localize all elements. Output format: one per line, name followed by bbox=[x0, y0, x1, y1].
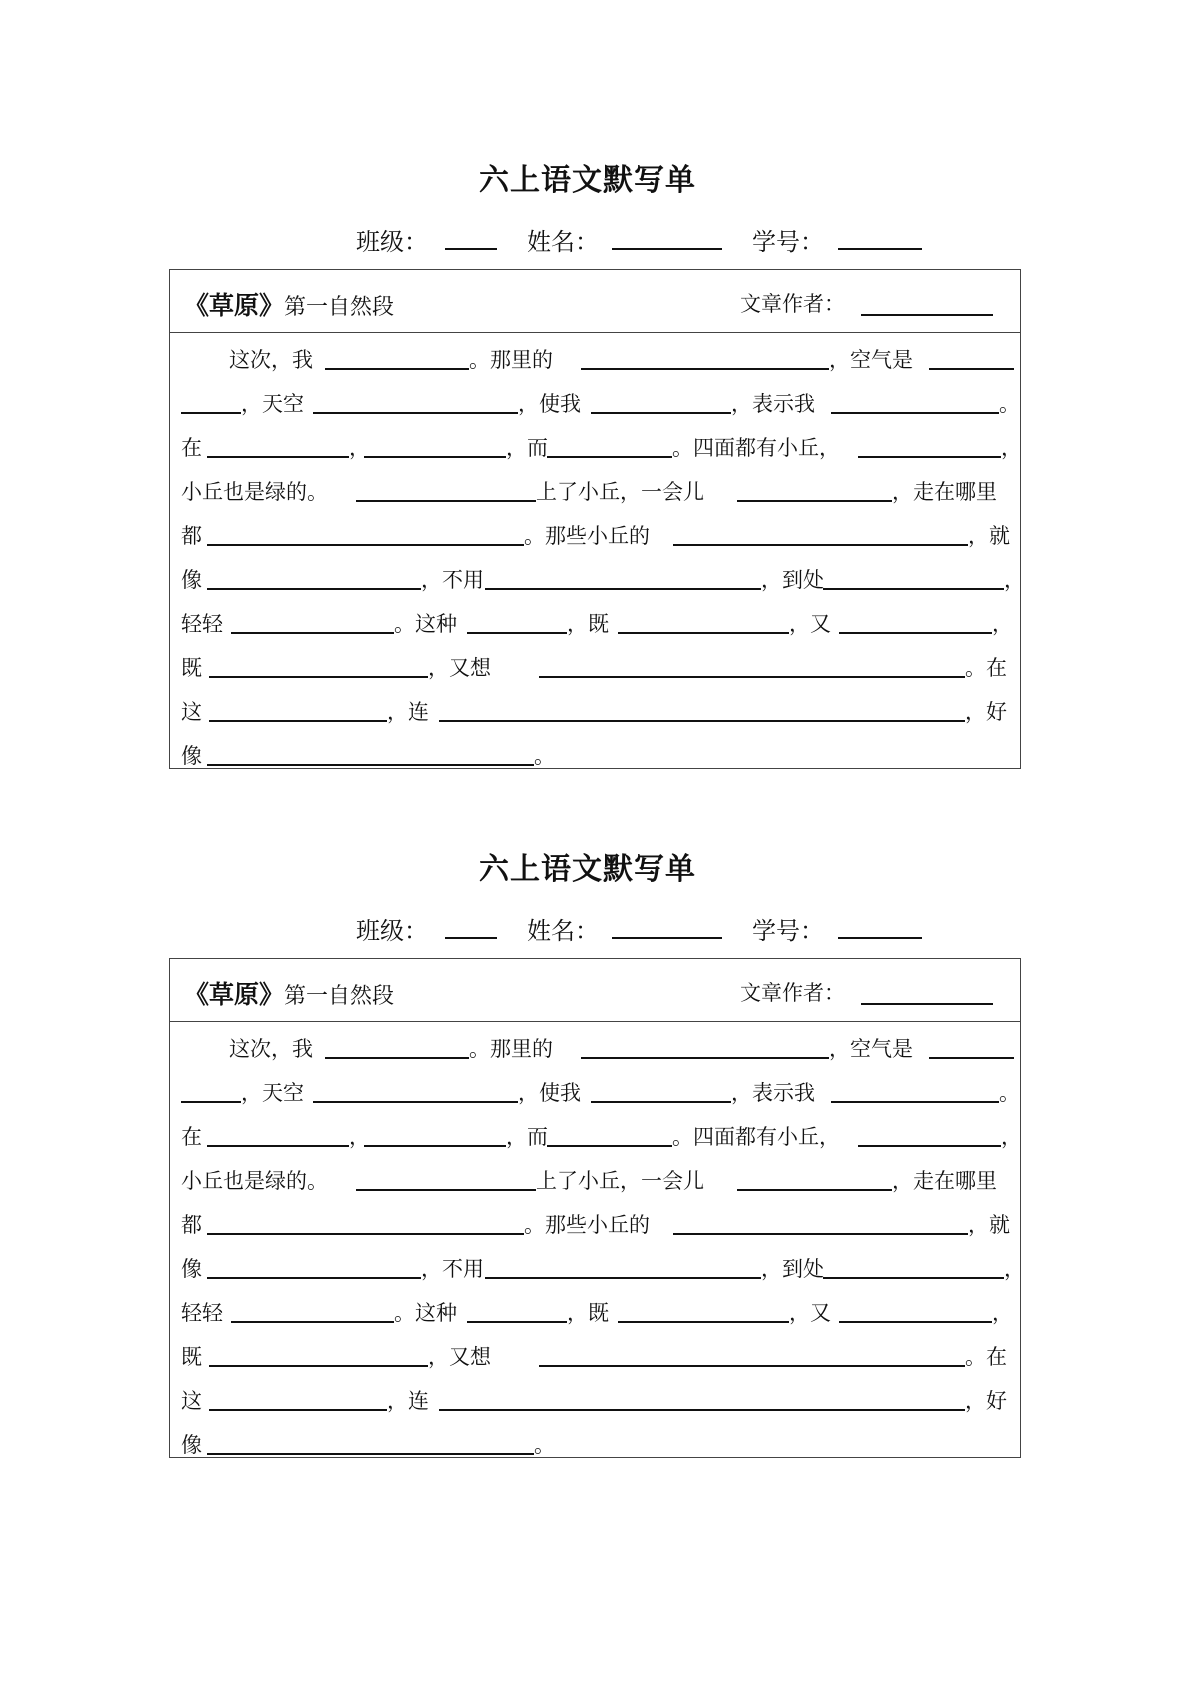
text-segment: ，走在哪里 bbox=[892, 480, 997, 504]
text-segment: 。 bbox=[534, 744, 555, 768]
text-segment: ，既 bbox=[567, 612, 609, 636]
text-segment: 这次，我 bbox=[229, 348, 313, 372]
text-segment: 小丘也是绿的。 bbox=[181, 480, 328, 504]
class-field[interactable] bbox=[445, 248, 497, 250]
text-segment: ，又 bbox=[789, 612, 831, 636]
header-divider bbox=[170, 332, 1020, 333]
text-segment: ，而 bbox=[506, 1125, 548, 1149]
book-title: 《草原》 bbox=[184, 291, 285, 320]
text-segment: ，使我 bbox=[518, 392, 581, 416]
fill-blank[interactable] bbox=[539, 1365, 965, 1367]
text-segment: 轻轻 bbox=[181, 612, 223, 636]
text-segment: ，既 bbox=[567, 1301, 609, 1325]
book-title: 《草原》 bbox=[184, 980, 285, 1009]
fill-blank[interactable] bbox=[209, 1409, 387, 1411]
text-segment: ，就 bbox=[968, 524, 1010, 548]
text-segment: ，又 bbox=[789, 1301, 831, 1325]
fill-blank[interactable] bbox=[207, 1277, 421, 1279]
text-line-4 bbox=[170, 1157, 1022, 1197]
text-line-3 bbox=[170, 1113, 1022, 1153]
fill-blank[interactable] bbox=[364, 456, 506, 458]
fill-blank[interactable] bbox=[591, 1101, 731, 1103]
text-segment: ，表示我 bbox=[731, 392, 815, 416]
text-segment: 这 bbox=[181, 1389, 202, 1413]
fill-blank[interactable] bbox=[673, 544, 968, 546]
name-label: 姓名： bbox=[527, 228, 599, 256]
text-segment: 小丘也是绿的。 bbox=[181, 1169, 328, 1193]
text-segment: ，到处 bbox=[761, 1257, 824, 1281]
passage-box bbox=[169, 958, 1025, 1458]
class-field[interactable] bbox=[445, 937, 497, 939]
fill-blank[interactable] bbox=[858, 1145, 1001, 1147]
text-segment: 。 bbox=[999, 392, 1020, 416]
text-line-7 bbox=[170, 600, 1022, 640]
text-segment: ，不用 bbox=[421, 1257, 484, 1281]
text-segment: 。这种 bbox=[394, 612, 457, 636]
text-segment: 既 bbox=[181, 656, 202, 680]
text-line-9 bbox=[170, 1377, 1022, 1417]
text-line-5 bbox=[170, 1201, 1022, 1241]
text-line-1 bbox=[170, 1025, 1022, 1065]
author-field[interactable] bbox=[861, 314, 993, 316]
text-line-10 bbox=[170, 1421, 1022, 1461]
fill-blank[interactable] bbox=[356, 500, 536, 502]
dictation-sheet-1 bbox=[0, 0, 1191, 768]
text-segment: 像 bbox=[181, 744, 202, 768]
fill-blank[interactable] bbox=[618, 632, 789, 634]
text-segment: ， bbox=[992, 1301, 1013, 1325]
fill-blank[interactable] bbox=[581, 368, 829, 370]
fill-blank[interactable] bbox=[207, 1453, 534, 1455]
text-segment: 上了小丘，一会儿 bbox=[536, 480, 704, 504]
fill-blank[interactable] bbox=[839, 632, 992, 634]
fill-blank[interactable] bbox=[929, 1057, 1014, 1059]
text-segment: 轻轻 bbox=[181, 1301, 223, 1325]
text-segment: ，又想 bbox=[428, 1345, 491, 1369]
text-segment: ， bbox=[349, 436, 370, 460]
text-segment: ， bbox=[1001, 436, 1022, 460]
text-line-8 bbox=[170, 644, 1022, 684]
fill-blank[interactable] bbox=[356, 1189, 536, 1191]
name-label: 姓名： bbox=[527, 917, 599, 945]
fill-blank[interactable] bbox=[485, 1277, 761, 1279]
text-segment: ，天空 bbox=[241, 1081, 304, 1105]
dictation-sheet-2 bbox=[0, 689, 1191, 1457]
fill-blank[interactable] bbox=[539, 676, 965, 678]
text-line-6 bbox=[170, 1245, 1025, 1285]
fill-blank[interactable] bbox=[737, 500, 892, 502]
text-segment: ，就 bbox=[968, 1213, 1010, 1237]
fill-blank[interactable] bbox=[231, 632, 394, 634]
fill-blank[interactable] bbox=[313, 1101, 518, 1103]
fill-blank[interactable] bbox=[207, 1145, 349, 1147]
text-segment: 像 bbox=[181, 1257, 202, 1281]
fill-blank[interactable] bbox=[313, 412, 518, 414]
student-id-field[interactable] bbox=[838, 937, 922, 939]
fill-blank[interactable] bbox=[618, 1321, 789, 1323]
text-line-4 bbox=[170, 468, 1022, 508]
author-label: 文章作者： bbox=[740, 292, 845, 316]
student-id-field[interactable] bbox=[838, 248, 922, 250]
text-segment: ，而 bbox=[506, 436, 548, 460]
fill-blank[interactable] bbox=[737, 1189, 892, 1191]
header-divider bbox=[170, 1021, 1020, 1022]
passage-header bbox=[184, 975, 394, 1011]
text-line-7 bbox=[170, 1289, 1022, 1329]
text-segment: 在 bbox=[181, 1125, 202, 1149]
text-segment: 在 bbox=[181, 436, 202, 460]
text-line-1 bbox=[170, 336, 1022, 376]
text-segment: ，不用 bbox=[421, 568, 484, 592]
fill-blank[interactable] bbox=[467, 1321, 567, 1323]
fill-blank[interactable] bbox=[207, 456, 349, 458]
sheet-title: 六上语文默写单 bbox=[479, 163, 696, 198]
text-segment: ，好 bbox=[965, 700, 1007, 724]
text-segment: 。 bbox=[999, 1081, 1020, 1105]
text-segment: 。四面都有小丘， bbox=[672, 1125, 840, 1149]
text-segment: 像 bbox=[181, 568, 202, 592]
fill-blank[interactable] bbox=[325, 1057, 469, 1059]
fill-blank[interactable] bbox=[209, 1365, 428, 1367]
text-segment: ，表示我 bbox=[731, 1081, 815, 1105]
fill-blank[interactable] bbox=[581, 1057, 829, 1059]
text-line-3 bbox=[170, 424, 1022, 464]
section-label: 第一自然段 bbox=[284, 295, 395, 320]
fill-blank[interactable] bbox=[591, 412, 731, 414]
fill-blank[interactable] bbox=[207, 588, 421, 590]
text-line-6 bbox=[170, 556, 1025, 596]
fill-blank[interactable] bbox=[547, 1145, 672, 1147]
text-line-2 bbox=[170, 1069, 1022, 1109]
fill-blank[interactable] bbox=[823, 588, 1004, 590]
section-label: 第一自然段 bbox=[284, 984, 395, 1009]
text-segment: ，空气是 bbox=[829, 348, 913, 372]
fill-blank[interactable] bbox=[823, 1277, 1004, 1279]
text-segment: 都 bbox=[181, 524, 202, 548]
passage-header bbox=[184, 286, 394, 322]
text-segment: ，又想 bbox=[428, 656, 491, 680]
text-segment: 。那里的 bbox=[469, 348, 553, 372]
text-segment: ， bbox=[1004, 568, 1025, 592]
fill-blank[interactable] bbox=[839, 1321, 992, 1323]
fill-blank[interactable] bbox=[364, 1145, 506, 1147]
text-segment: 。 bbox=[534, 1433, 555, 1457]
student-id-label: 学号： bbox=[752, 228, 824, 256]
text-line-5 bbox=[170, 512, 1022, 552]
text-line-2 bbox=[170, 380, 1022, 420]
fill-blank[interactable] bbox=[325, 368, 469, 370]
text-segment: 上了小丘，一会儿 bbox=[536, 1169, 704, 1193]
fill-blank[interactable] bbox=[181, 1101, 241, 1103]
fill-blank[interactable] bbox=[485, 588, 761, 590]
sheet-title: 六上语文默写单 bbox=[479, 852, 696, 887]
class-label: 班级： bbox=[356, 917, 428, 945]
fill-blank[interactable] bbox=[858, 456, 1001, 458]
text-segment: 。这种 bbox=[394, 1301, 457, 1325]
class-label: 班级： bbox=[356, 228, 428, 256]
name-field[interactable] bbox=[612, 248, 722, 250]
text-segment: ，空气是 bbox=[829, 1037, 913, 1061]
text-segment: ， bbox=[1001, 1125, 1022, 1149]
text-segment: 像 bbox=[181, 1433, 202, 1457]
student-id-label: 学号： bbox=[752, 917, 824, 945]
text-segment: ，走在哪里 bbox=[892, 1169, 997, 1193]
text-segment: ，好 bbox=[965, 1389, 1007, 1413]
text-segment: 。在 bbox=[965, 656, 1007, 680]
text-segment: 。在 bbox=[965, 1345, 1007, 1369]
fill-blank[interactable] bbox=[673, 1233, 968, 1235]
fill-blank[interactable] bbox=[929, 368, 1014, 370]
text-segment: 都 bbox=[181, 1213, 202, 1237]
text-segment: ，使我 bbox=[518, 1081, 581, 1105]
text-segment: 。那里的 bbox=[469, 1037, 553, 1061]
text-segment: ，到处 bbox=[761, 568, 824, 592]
text-segment: ，连 bbox=[387, 1389, 429, 1413]
fill-blank[interactable] bbox=[209, 676, 428, 678]
text-segment: 既 bbox=[181, 1345, 202, 1369]
fill-blank[interactable] bbox=[547, 456, 672, 458]
author-label: 文章作者： bbox=[740, 981, 845, 1005]
fill-blank[interactable] bbox=[181, 412, 241, 414]
text-segment: 。那些小丘的 bbox=[524, 524, 650, 548]
text-segment: 。那些小丘的 bbox=[524, 1213, 650, 1237]
fill-blank[interactable] bbox=[207, 544, 524, 546]
fill-blank[interactable] bbox=[207, 1233, 524, 1235]
fill-blank[interactable] bbox=[831, 1101, 999, 1103]
fill-blank[interactable] bbox=[231, 1321, 394, 1323]
text-segment: 这次，我 bbox=[229, 1037, 313, 1061]
author-field[interactable] bbox=[861, 1003, 993, 1005]
text-segment: ，天空 bbox=[241, 392, 304, 416]
text-segment: ， bbox=[1004, 1257, 1025, 1281]
fill-blank[interactable] bbox=[467, 632, 567, 634]
text-segment: 这 bbox=[181, 700, 202, 724]
text-segment: ， bbox=[992, 612, 1013, 636]
fill-blank[interactable] bbox=[439, 1409, 965, 1411]
text-segment: 。四面都有小丘， bbox=[672, 436, 840, 460]
name-field[interactable] bbox=[612, 937, 722, 939]
text-segment: ， bbox=[349, 1125, 370, 1149]
text-segment: ，连 bbox=[387, 700, 429, 724]
text-line-8 bbox=[170, 1333, 1022, 1373]
fill-blank[interactable] bbox=[831, 412, 999, 414]
